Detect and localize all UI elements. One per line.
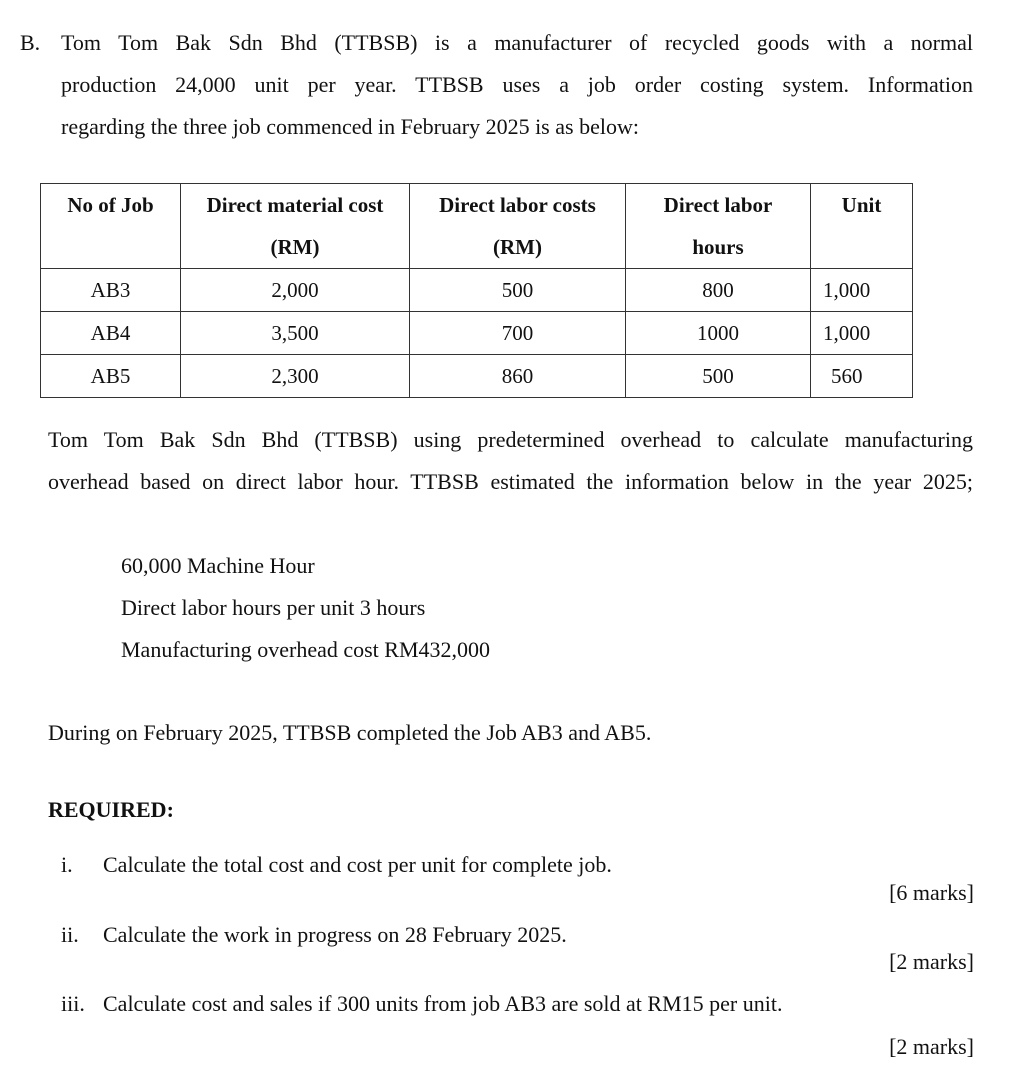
header-direct-material-cost — [181, 184, 410, 269]
header-text: (RM) — [270, 235, 320, 259]
cell-material-cost: 3,500 — [181, 312, 410, 355]
question-label: B. — [20, 30, 41, 55]
item-number: ii. — [61, 922, 79, 947]
item-marks: [6 marks] — [889, 880, 974, 905]
header-no-of-job — [41, 184, 181, 269]
table-row — [41, 269, 913, 312]
job-table — [40, 183, 913, 398]
cell-labor-hours: 800 — [626, 269, 811, 312]
cell-material-cost: 2,300 — [181, 355, 410, 398]
cell-labor-hours: 500 — [626, 355, 811, 398]
header-text: Direct labor — [663, 193, 773, 217]
estimate-labor-hours-per-unit: Direct labor hours per unit 3 hours — [121, 595, 426, 620]
table-row — [41, 312, 913, 355]
header-text: Direct material cost — [206, 193, 384, 217]
cell-job: AB5 — [41, 355, 181, 398]
item-text: Calculate the total cost and cost per unit for complete job. — [103, 852, 612, 877]
intro-line-2: production 24,000 unit per year. TTBSB uses a job order costing system. Information — [61, 72, 973, 97]
cell-unit: 560 — [811, 355, 913, 398]
item-text: Calculate the work in progress on 28 February 2025. — [103, 922, 567, 947]
header-direct-labor-hours — [626, 184, 811, 269]
cell-job: AB4 — [41, 312, 181, 355]
header-text: (RM) — [493, 235, 542, 259]
cell-material-cost: 2,000 — [181, 269, 410, 312]
header-text: Direct labor costs — [439, 193, 596, 217]
required-heading: REQUIRED: — [48, 797, 174, 822]
cell-unit: 1,000 — [811, 269, 913, 312]
cell-unit: 1,000 — [811, 312, 913, 355]
cell-labor-cost: 500 — [410, 269, 626, 312]
completion-note: During on February 2025, TTBSB completed the Job AB3 and AB5. — [48, 720, 652, 745]
cell-labor-cost: 860 — [410, 355, 626, 398]
table-row — [41, 355, 913, 398]
intro-line-1: Tom Tom Bak Sdn Bhd (TTBSB) is a manufacturer of recycled goods with a normal — [61, 30, 973, 55]
cell-job: AB3 — [41, 269, 181, 312]
item-marks: [2 marks] — [889, 1034, 974, 1059]
header-unit — [811, 184, 913, 269]
header-text: hours — [692, 235, 744, 259]
intro-line-3: regarding the three job commenced in February 2025 is as below: — [61, 114, 639, 139]
table-header-row — [41, 184, 913, 269]
header-text: No of Job — [67, 193, 154, 217]
cell-labor-cost: 700 — [410, 312, 626, 355]
overhead-paragraph-line-1: Tom Tom Bak Sdn Bhd (TTBSB) using predetermined overhead to calculate manufacturing — [48, 427, 973, 452]
estimate-overhead-cost: Manufacturing overhead cost RM432,000 — [121, 637, 491, 662]
header-direct-labor-costs — [410, 184, 626, 269]
estimate-machine-hours: 60,000 Machine Hour — [121, 553, 315, 578]
overhead-paragraph-line-2: overhead based on direct labor hour. TTBSB estimated the information below in the year 2025; — [48, 469, 973, 494]
cell-labor-hours: 1000 — [626, 312, 811, 355]
item-marks: [2 marks] — [889, 949, 974, 974]
item-number: iii. — [61, 991, 85, 1016]
item-text: Calculate cost and sales if 300 units from job AB3 are sold at RM15 per unit. — [103, 991, 783, 1016]
item-number: i. — [61, 852, 73, 877]
header-text: Unit — [841, 193, 882, 217]
